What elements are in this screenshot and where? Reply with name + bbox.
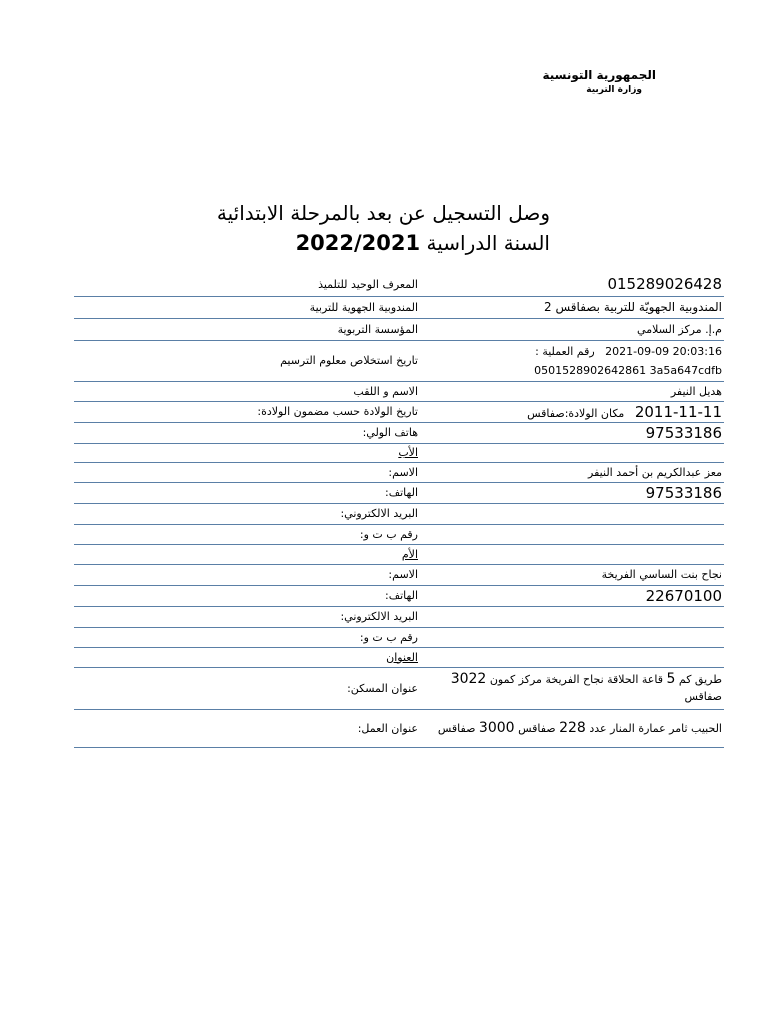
father-name-value: معز عبدالكريم بن أحمد النيفر <box>420 462 724 482</box>
birth-place: صفاقس <box>527 406 565 420</box>
table-row <box>74 401 724 422</box>
school-year-value: 2022/2021 <box>295 231 421 255</box>
table-row <box>74 296 724 318</box>
table-row <box>74 709 724 747</box>
father-name-label: الاسم: <box>74 462 420 482</box>
table-row <box>74 340 724 381</box>
work-address-label: عنوان العمل: <box>74 709 420 747</box>
operation-number-label: رقم العملية : <box>535 344 595 358</box>
father-cin-label: رقم ب ت و: <box>74 524 420 544</box>
father-phone-value: 97533186 <box>420 482 724 503</box>
address-section-header: العنوان <box>74 647 420 667</box>
name-value: هديل النيفر <box>420 381 724 401</box>
mother-email-value <box>420 606 724 627</box>
payment-datetime: 2021-09-09 20:03:16 <box>605 344 722 358</box>
mother-cin-value <box>420 627 724 647</box>
table-row <box>74 524 724 544</box>
mother-name-label: الاسم: <box>74 564 420 585</box>
table-row <box>74 564 724 585</box>
mother-email-label: البريد الالكتروني: <box>74 606 420 627</box>
birth-date: 2011-11-11 <box>634 402 722 421</box>
table-row <box>74 627 724 647</box>
mother-cin-label: رقم ب ت و: <box>74 627 420 647</box>
mother-phone-label: الهاتف: <box>74 585 420 606</box>
table-row <box>74 273 724 296</box>
home-address-label: عنوان المسكن: <box>74 667 420 709</box>
mother-phone-value: 22670100 <box>420 585 724 606</box>
receipt-title <box>150 198 550 258</box>
birth-date-label: تاريخ الولادة حسب مضمون الولادة: <box>74 401 420 422</box>
table-row <box>74 647 724 667</box>
mother-section-header: الأم <box>74 544 420 564</box>
home-address-value: طريق كم 5 قاعة الحلاقة نجاح الفريخة مركز كمون 3022 صفاقس <box>420 667 724 709</box>
student-id-value: 015289026428 <box>420 273 724 296</box>
father-cin-value <box>420 524 724 544</box>
payment-date-label: تاريخ استخلاص معلوم الترسيم <box>74 340 420 381</box>
receipt-title-line1: وصل التسجيل عن بعد بالمرحلة الابتدائية <box>216 201 550 225</box>
table-row <box>74 544 724 564</box>
registration-info-table <box>74 273 724 748</box>
birth-place-label: مكان الولادة: <box>564 406 625 420</box>
table-row <box>74 482 724 503</box>
school-year-line <box>150 228 550 258</box>
operation-number: 0501528902642861 3a5a647cdfb <box>534 363 722 377</box>
republic-title: الجمهورية التونسية <box>542 68 656 82</box>
table-row <box>74 381 724 401</box>
table-row <box>74 443 724 462</box>
father-email-value <box>420 503 724 524</box>
payment-value <box>420 340 724 381</box>
table-row <box>74 667 724 709</box>
institution-label: المؤسسة التربوية <box>74 318 420 340</box>
guardian-phone-value: 97533186 <box>420 422 724 443</box>
table-row <box>74 462 724 482</box>
table-row <box>74 422 724 443</box>
table-row <box>74 606 724 627</box>
father-section-header: الأب <box>74 443 420 462</box>
school-year-label: السنة الدراسية <box>426 231 550 255</box>
regional-office-label: المندوبية الجهوية للتربية <box>74 296 420 318</box>
table-row <box>74 318 724 340</box>
ministry-title: وزارة التربية <box>586 85 642 95</box>
birth-value <box>420 401 724 422</box>
institution-value: م.إ. مركز السلامي <box>420 318 724 340</box>
student-id-label: المعرف الوحيد للتلميذ <box>74 273 420 296</box>
guardian-phone-label: هاتف الولي: <box>74 422 420 443</box>
father-email-label: البريد الالكتروني: <box>74 503 420 524</box>
table-row <box>74 503 724 524</box>
mother-name-value: نجاح بنت الساسي الفريخة <box>420 564 724 585</box>
regional-office-value: المندوبية الجهويّة للتربية بصفاقس 2 <box>420 296 724 318</box>
work-address-value: الحبيب ثامر عمارة المنار عدد 228 صفاقس 3000 صفاقس <box>420 709 724 747</box>
father-phone-label: الهاتف: <box>74 482 420 503</box>
document-header <box>400 66 656 96</box>
name-label: الاسم و اللقب <box>74 381 420 401</box>
table-row <box>74 585 724 606</box>
